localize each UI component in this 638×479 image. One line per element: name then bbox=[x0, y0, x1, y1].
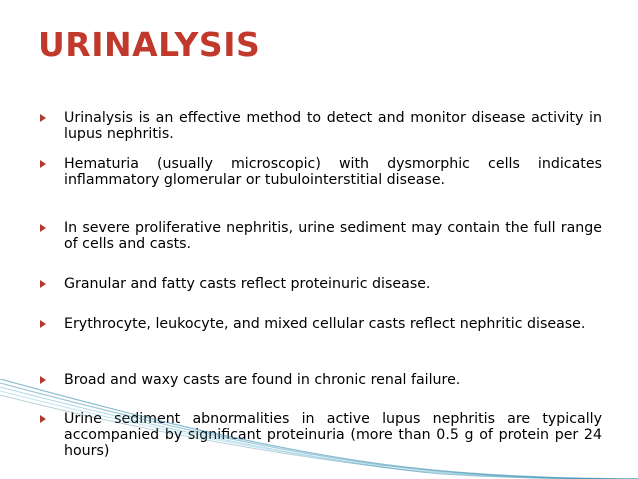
bullet-text: Urinalysis is an effective method to detect and monitor disease activity in lupus nephritis. bbox=[64, 110, 602, 142]
bullet-text: Hematuria (usually microscopic) with dysmorphic cells indicates inflammatory glomerular or tubulointerstitial disease. bbox=[64, 156, 602, 188]
bullet-item bbox=[40, 276, 602, 292]
bullet-text: In severe proliferative nephritis, urine sediment may contain the full range of cells and casts. bbox=[64, 220, 602, 252]
triangle-right-icon bbox=[40, 320, 46, 328]
bullet-text: Urine sediment abnormalities in active lupus nephritis are typically accompanied by significant proteinuria (more than 0.5 g of protein per 24 hours) bbox=[64, 411, 602, 459]
bullet-text: Erythrocyte, leukocyte, and mixed cellular casts reflect nephritic disease. bbox=[64, 316, 586, 332]
slide-title: URINALYSIS bbox=[38, 25, 261, 64]
triangle-right-icon bbox=[40, 415, 46, 423]
bullet-item bbox=[40, 411, 602, 459]
bullet-item bbox=[40, 220, 602, 252]
triangle-right-icon bbox=[40, 160, 46, 168]
triangle-right-icon bbox=[40, 114, 46, 122]
bullet-text: Granular and fatty casts reflect proteinuric disease. bbox=[64, 276, 431, 292]
bullet-item bbox=[40, 156, 602, 188]
triangle-right-icon bbox=[40, 280, 46, 288]
bullet-text: Broad and waxy casts are found in chronic renal failure. bbox=[64, 372, 461, 388]
triangle-right-icon bbox=[40, 376, 46, 384]
triangle-right-icon bbox=[40, 224, 46, 232]
bullet-item bbox=[40, 372, 602, 388]
bullet-item bbox=[40, 316, 602, 332]
bullet-item bbox=[40, 110, 602, 142]
